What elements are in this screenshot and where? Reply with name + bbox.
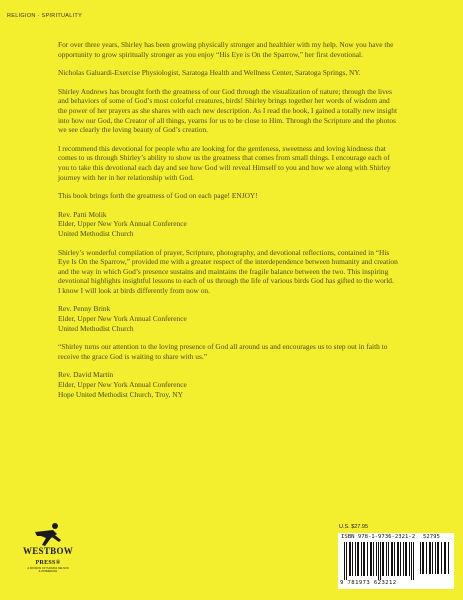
publisher-logo — [18, 522, 78, 584]
category-label: RELIGION · SPIRITUALITY — [7, 13, 83, 19]
signature-title: Elder, Upper New York Annual Conference — [58, 219, 187, 229]
publisher-name: WESTBOW PRESS® — [22, 546, 74, 566]
signature-name: Rev. Penny Brink — [58, 304, 111, 314]
price-code: 52795 — [423, 534, 440, 540]
signature-org: United Methodist Church — [58, 323, 134, 333]
signature-block — [58, 370, 398, 399]
endorsement-paragraph: This book brings forth the greatness of God on each page! ENJOY! — [58, 191, 258, 201]
endorsement-paragraph: Shirley Andrews has brought forth the greatness of our God through the visualization of nature; through the lives and behaviors of some of God’s most colorful creatures, birds! Shirley brings together her words of wisdom and the power of her prayers as she shares with each new description. As I read the book, I gained a totally new insight into how our God, the Creator of all things, yearns for us to be close to Him. Through the Scripture and the photos we see clearly the loving beauty of God’s creation. — [58, 86, 398, 135]
signature-block — [58, 304, 398, 333]
endorsement-paragraph: Shirley’s wonderful compilation of prayer, Scripture, photography, and devotional reflections, contained in “His Eye Is On the Sparrow,” provided me with a greater respect of the interdependence between humanity and creation and the way in which God’s presence sustains and maintains the fragile balance between the two. This inspiring devotional highlights insightful lessons to each of us through the life of various birds God has gifted to the world. I know I will look at birds differently from now on. — [58, 247, 398, 295]
publisher-tagline: A DIVISION OF THOMAS NELSON & ZONDERVAN — [27, 567, 69, 573]
addon-barcode — [420, 542, 450, 574]
ean-digits: 9 781973 623212 — [340, 580, 397, 586]
ean-barcode — [344, 542, 414, 580]
signature-name: Rev. Patti Molik — [58, 209, 107, 219]
signature-org: Hope United Methodist Church, Troy, NY — [58, 389, 183, 399]
back-cover-text — [58, 40, 398, 408]
barcode — [338, 533, 454, 589]
signature-block — [58, 210, 398, 239]
signature-title: Elder, Upper New York Annual Conference — [58, 380, 187, 390]
endorsement-attribution: Nicholas Galuardi-Exercise Physiologist, Saratoga Health and Wellness Center, Saratoga Springs, NY. — [58, 68, 361, 78]
runner-icon — [31, 522, 65, 548]
price-label: U.S. $27.95 — [339, 524, 369, 530]
isbn-text: ISBN 978-1-9736-2321-2 — [341, 534, 416, 540]
signature-org: United Methodist Church — [58, 228, 134, 238]
endorsement-paragraph: I recommend this devotional for people who are looking for the gentleness, sweetness and loving kindness that comes to us through Shirley’s ability to show us the greatness that comes from small things. I encourage each of you to take this devotional each day and see how God will reveal Himself to you and how we along with Shirley journey with her in her relationship with God. — [58, 143, 391, 182]
endorsement-paragraph: For over three years, Shirley has been growing physically stronger and healthier with my help. Now you have the opportunity to grow spiritually stronger as you enjoy “His Eye is On the Sparrow,” her first devotional. — [58, 40, 394, 59]
endorsement-paragraph: “Shirley turns our attention to the loving presence of God all around us and encourages us to step out in faith to receive the grace God is waiting to share with us.” — [58, 342, 388, 361]
signature-title: Elder, Upper New York Annual Conference — [58, 314, 187, 324]
signature-name: Rev. David Martin — [58, 370, 114, 380]
